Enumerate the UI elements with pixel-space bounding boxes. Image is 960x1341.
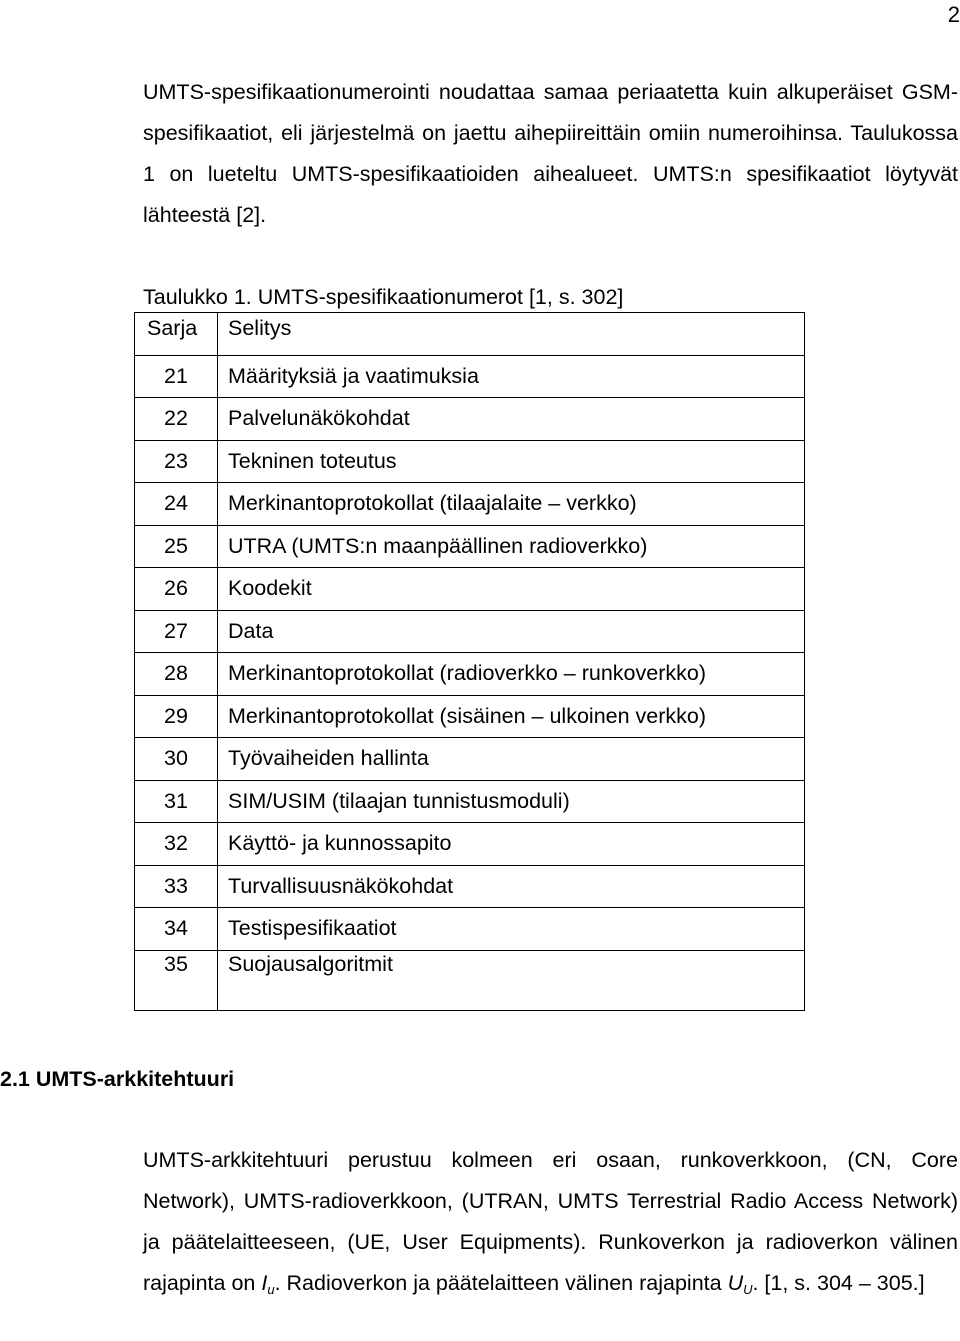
page-number: 2 [947,2,960,27]
header-description: Selitys [218,313,805,356]
table-row [135,780,805,823]
series-description: Käyttö- ja kunnossapito [218,823,805,866]
series-description: UTRA (UMTS:n maanpäällinen radioverkko) [218,525,805,568]
series-description: Suojausalgoritmit [218,950,805,1010]
table-row [135,398,805,441]
series-number: 26 [135,568,218,611]
table-row [135,823,805,866]
series-number: 23 [135,440,218,483]
table-row [135,695,805,738]
specification-table [134,312,805,1011]
table-caption: Taulukko 1. UMTS-spesifikaationumerot [1, s. 302] [143,285,624,309]
intro-paragraph: UMTS-spesifikaationumerointi noudattaa samaa periaatetta kuin alkuperäiset GSM-spesifikaatiot, eli järjestelmä on jaettu aihepiireittäin omiin numeroihinsa. Taulukossa 1 on lueteltu UMTS-spesifikaatioiden aihealueet. UMTS:n spesifikaatiot löytyvät lähteestä [2]. [143,80,958,227]
table-row [135,355,805,398]
series-number: 34 [135,908,218,951]
architecture-text-part1: UMTS-arkkitehtuuri perustuu kolmeen eri osaan, runkoverkkoon, (CN, Core Network), UMTS-radioverkkoon, (UTRAN, UMTS Terrestrial Radio Access Network) ja päätelaitteeseen, (UE, User Equipments). Runkoverkon ja radioverkon välinen rajapinta on [143,1148,958,1295]
architecture-text-part2: . Radioverkon ja päätelaitteen välinen rajapinta [274,1271,728,1295]
series-number: 28 [135,653,218,696]
table-row [135,525,805,568]
series-description: Merkinantoprotokollat (tilaajalaite – verkko) [218,483,805,526]
series-description: Testispesifikaatiot [218,908,805,951]
series-description: SIM/USIM (tilaajan tunnistusmoduli) [218,780,805,823]
header-series: Sarja [135,313,218,356]
architecture-text-part3: . [1, s. 304 – 305.] [752,1271,925,1295]
table-row [135,440,805,483]
series-description: Tekninen toteutus [218,440,805,483]
series-description: Turvallisuusnäkökohdat [218,865,805,908]
series-number: 24 [135,483,218,526]
series-number: 21 [135,355,218,398]
table-row [135,610,805,653]
series-number: 33 [135,865,218,908]
series-description: Työvaiheiden hallinta [218,738,805,781]
series-number: 29 [135,695,218,738]
iu-interface-subscript: u [267,1282,275,1297]
table-row [135,738,805,781]
series-number: 25 [135,525,218,568]
table-header-row [135,313,805,356]
series-number: 32 [135,823,218,866]
table-row [135,653,805,696]
architecture-paragraph [143,1140,958,1310]
table-row [135,568,805,611]
series-number: 27 [135,610,218,653]
section-heading: 2.1 UMTS-arkkitehtuuri [0,1067,235,1091]
series-description: Merkinantoprotokollat (radioverkko – runkoverkko) [218,653,805,696]
table-row [135,865,805,908]
series-description: Määrityksiä ja vaatimuksia [218,355,805,398]
series-number: 22 [135,398,218,441]
series-description: Merkinantoprotokollat (sisäinen – ulkoinen verkko) [218,695,805,738]
table-row [135,950,805,1010]
series-number: 35 [135,950,218,1010]
uu-interface-subscript: U [743,1282,753,1297]
iu-interface-symbol: I [261,1271,268,1295]
series-description: Data [218,610,805,653]
series-number: 30 [135,738,218,781]
table-row [135,908,805,951]
series-description: Koodekit [218,568,805,611]
table-row [135,483,805,526]
series-description: Palvelunäkökohdat [218,398,805,441]
uu-interface-symbol: U [727,1271,744,1295]
series-number: 31 [135,780,218,823]
